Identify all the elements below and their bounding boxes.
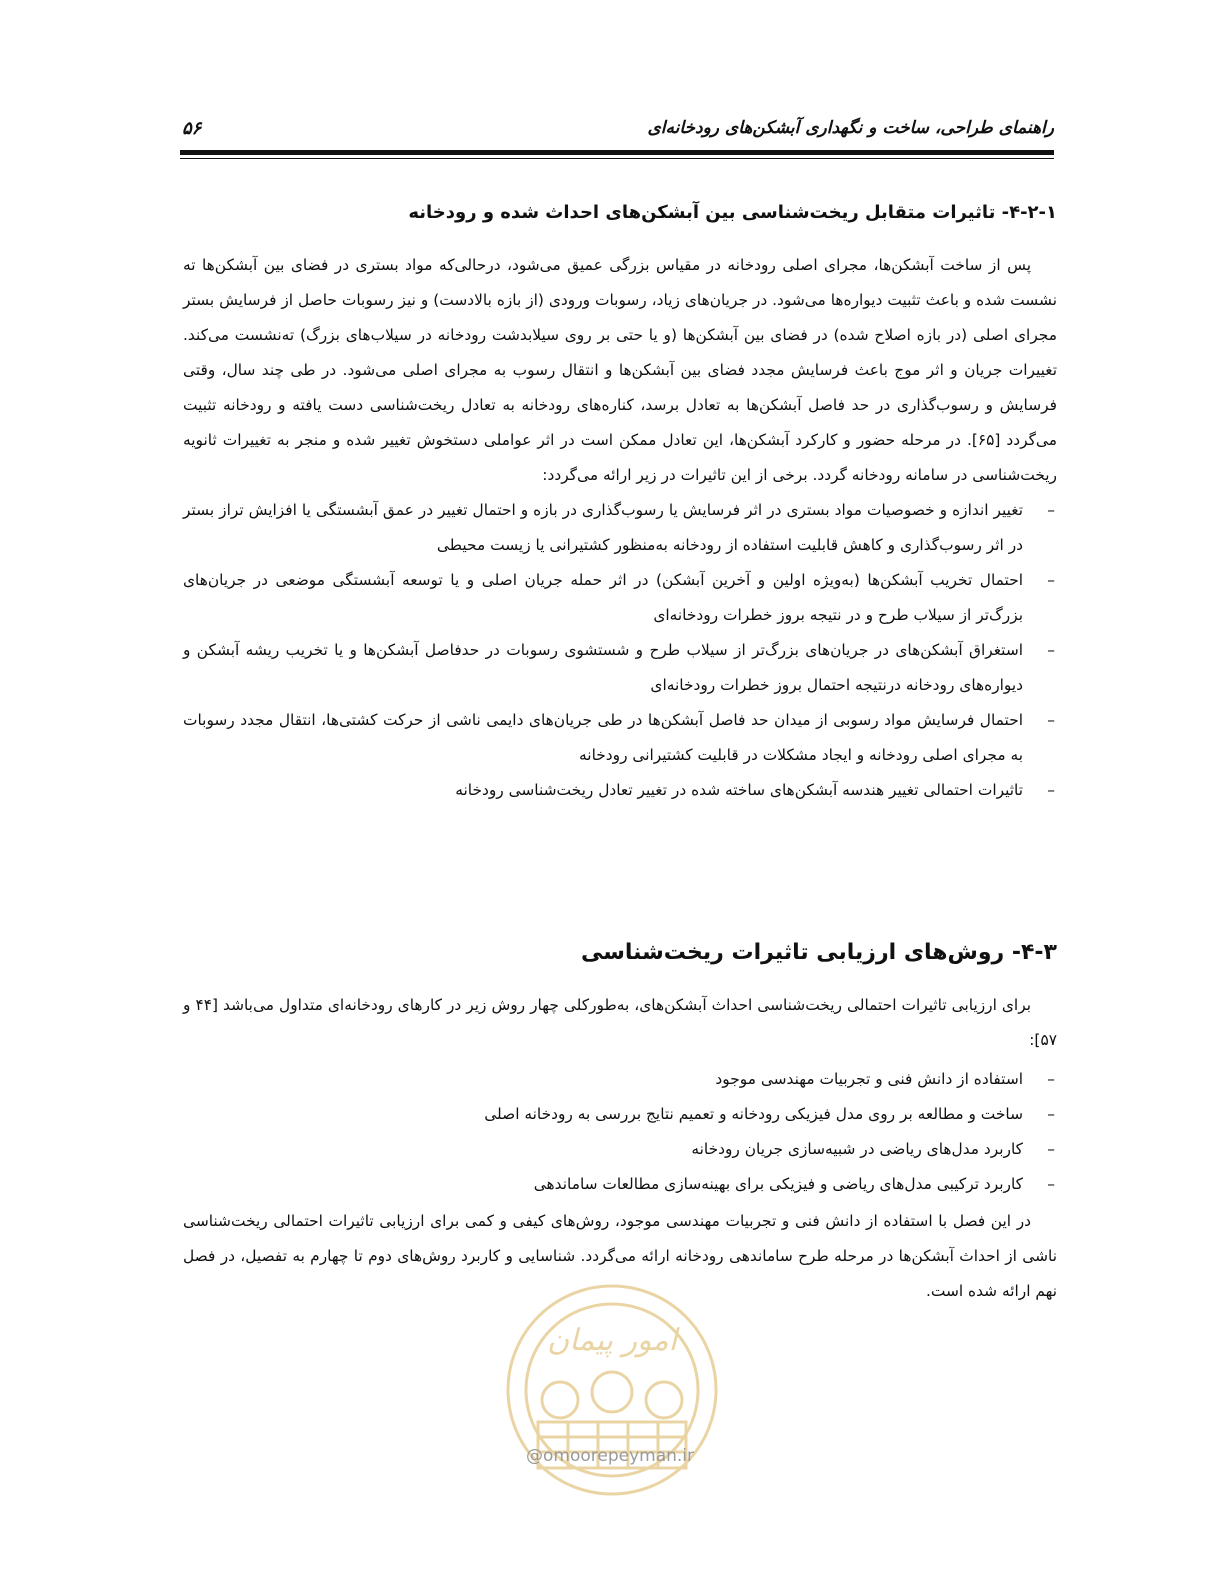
section-heading: ۴-۳- روش‌های ارزیابی تاثیرات ریخت‌شناسی xyxy=(581,940,1057,965)
list-item xyxy=(183,633,1055,703)
dash-marker: – xyxy=(1047,1070,1055,1088)
page-number: ۵۶ xyxy=(182,118,202,139)
header-rule-thin xyxy=(180,158,1054,159)
list-item-text: کاربرد مدل‌های ریاضی در شبیه‌سازی جریان رودخانه xyxy=(691,1140,1023,1158)
body-paragraph: برای ارزیابی تاثیرات احتمالی ریخت‌شناسی احداث آبشکن‌های، به‌طورکلی چهار روش زیر در کارهای رودخانه‌ای متداول می‌باشد [۴۴ و ۵۷]: xyxy=(183,996,1057,1049)
dash-marker: – xyxy=(1047,711,1055,729)
section-4-2-1-body xyxy=(183,248,1057,808)
section-4-3-body xyxy=(183,988,1057,1309)
list-item-text: استفاده از دانش فنی و تجربیات مهندسی موجود xyxy=(715,1070,1023,1088)
list-item-text: کاربرد ترکیبی مدل‌های ریاضی و فیزیکی برای بهینه‌سازی مطالعات ساماندهی xyxy=(533,1175,1023,1193)
dash-marker: – xyxy=(1047,501,1055,519)
list-item xyxy=(183,703,1055,773)
running-header xyxy=(180,116,1054,148)
list-item xyxy=(183,773,1055,808)
list-item-text: تاثیرات احتمالی تغییر هندسه آبشکن‌های ساخته شده در تغییر تعادل ریخت‌شناسی رودخانه xyxy=(455,781,1023,799)
list-item xyxy=(183,1062,1055,1097)
dash-marker: – xyxy=(1047,1140,1055,1158)
section-4-2-1 xyxy=(183,198,1057,228)
dash-marker: – xyxy=(1047,641,1055,659)
list-item xyxy=(183,1132,1055,1167)
list-item-text: احتمال فرسایش مواد رسوبی از میدان حد فاصل آبشکن‌ها در طی جریان‌های دایمی ناشی از حرکت کشتی‌ها، انتقال مجدد رسوبات به مجرای اصلی رودخانه و ایجاد مشکلات در قابلیت کشتیرانی رودخانه xyxy=(183,711,1023,764)
body-paragraph: در این فصل با استفاده از دانش فنی و تجربیات مهندسی موجود، روش‌های کیفی و کمی برای ارزیابی تاثیرات احتمالی ریخت‌شناسی ناشی از احداث آبشکن‌ها در مرحله طرح ساماندهی رودخانه ارائه می‌گردد. شناسایی و کاربرد روش‌های دوم تا چهارم به تفصیل، در فصل نهم ارائه شده است. xyxy=(183,1212,1057,1300)
list-item xyxy=(183,493,1055,563)
dash-marker: – xyxy=(1047,781,1055,799)
dash-marker: – xyxy=(1047,1175,1055,1193)
effects-list xyxy=(183,493,1057,808)
header-rule-thick xyxy=(180,150,1054,155)
body-paragraph: پس از ساخت آبشکن‌ها، مجرای اصلی رودخانه در مقیاس بزرگی عمیق می‌شود، درحالی‌که مواد بستری در فضای بین آبشکن‌ها ته نشست شده و باعث تثبیت دیواره‌ها می‌شود. در جریان‌های زیاد، رسوبات ورودی (از بازه بالادست) و نیز رسوبات حاصل از فرسایش بستر مجرای اصلی (در بازه اصلاح شده) در فضای بین آبشکن‌ها (و یا حتی بر روی سیلابدشت رودخانه در سیلاب‌های بزرگ) ته‌نشست می‌کند. تغییرات جریان و اثر موج باعث فرسایش مجدد فضای بین آبشکن‌ها و انتقال رسوب به مجرای اصلی می‌شود. در طی چند سال، وقتی فرسایش و رسوب‌گذاری در حد فاصل آبشکن‌ها به تعادل برسد، کناره‌های رودخانه به تعادل ریخت‌شناسی دست یافته و رودخانه تثبیت می‌گردد [۶۵]. در مرحله حضور و کارکرد آبشکن‌ها، این تعادل ممکن است در اثر عواملی دستخوش تغییر شده و منجر به تغییرات ثانویه ریخت‌شناسی در سامانه رودخانه گردد. برخی از این تاثیرات در زیر ارائه می‌گردد: xyxy=(183,256,1058,484)
list-item-text: ساخت و مطالعه بر روی مدل فیزیکی رودخانه و تعمیم نتایج بررسی به رودخانه اصلی xyxy=(484,1105,1023,1123)
list-item-text: احتمال تخریب آبشکن‌ها (به‌ویژه اولین و آخرین آبشکن) در اثر حمله جریان اصلی و یا توسعه آبشستگی موضعی در جریان‌های بزرگ‌تر از سیلاب طرح و در نتیجه بروز خطرات رودخانه‌ای xyxy=(183,571,1023,624)
dash-marker: – xyxy=(1047,1105,1055,1123)
list-item xyxy=(183,1097,1055,1132)
methods-list xyxy=(183,1062,1057,1202)
watermark-site: @omoorepeyman.ir xyxy=(525,1446,695,1466)
list-item-text: استغراق آبشکن‌های در جریان‌های بزرگ‌تر از سیلاب طرح و شستشوی رسوبات در حدفاصل آبشکن‌ها و یا تخریب ریشه آبشکن و دیواره‌های رودخانه درنتیجه احتمال بروز خطرات رودخانه‌ای xyxy=(183,641,1023,694)
list-item-text: تغییر اندازه و خصوصیات مواد بستری در اثر فرسایش یا رسوب‌گذاری در بازه و احتمال تغییر در عمق آبشستگی یا افزایش تراز بستر در اثر رسوب‌گذاری و کاهش قابلیت استفاده از رودخانه به‌منظور کشتیرانی یا زیست محیطی xyxy=(183,501,1023,554)
list-item xyxy=(183,563,1055,633)
section-4-3 xyxy=(183,936,1057,970)
section-heading: ۴-۲-۱- تاثیرات متقابل ریخت‌شناسی بین آبشکن‌های احداث شده و رودخانه xyxy=(408,202,1057,223)
list-item xyxy=(183,1167,1055,1202)
dash-marker: – xyxy=(1047,571,1055,589)
watermark-logo-text: امور پیمان xyxy=(547,1323,677,1358)
running-title: راهنمای طراحی، ساخت و نگهداری آبشکن‌های رودخانه‌ای xyxy=(647,118,1054,138)
watermark-logo-icon xyxy=(488,1272,736,1508)
